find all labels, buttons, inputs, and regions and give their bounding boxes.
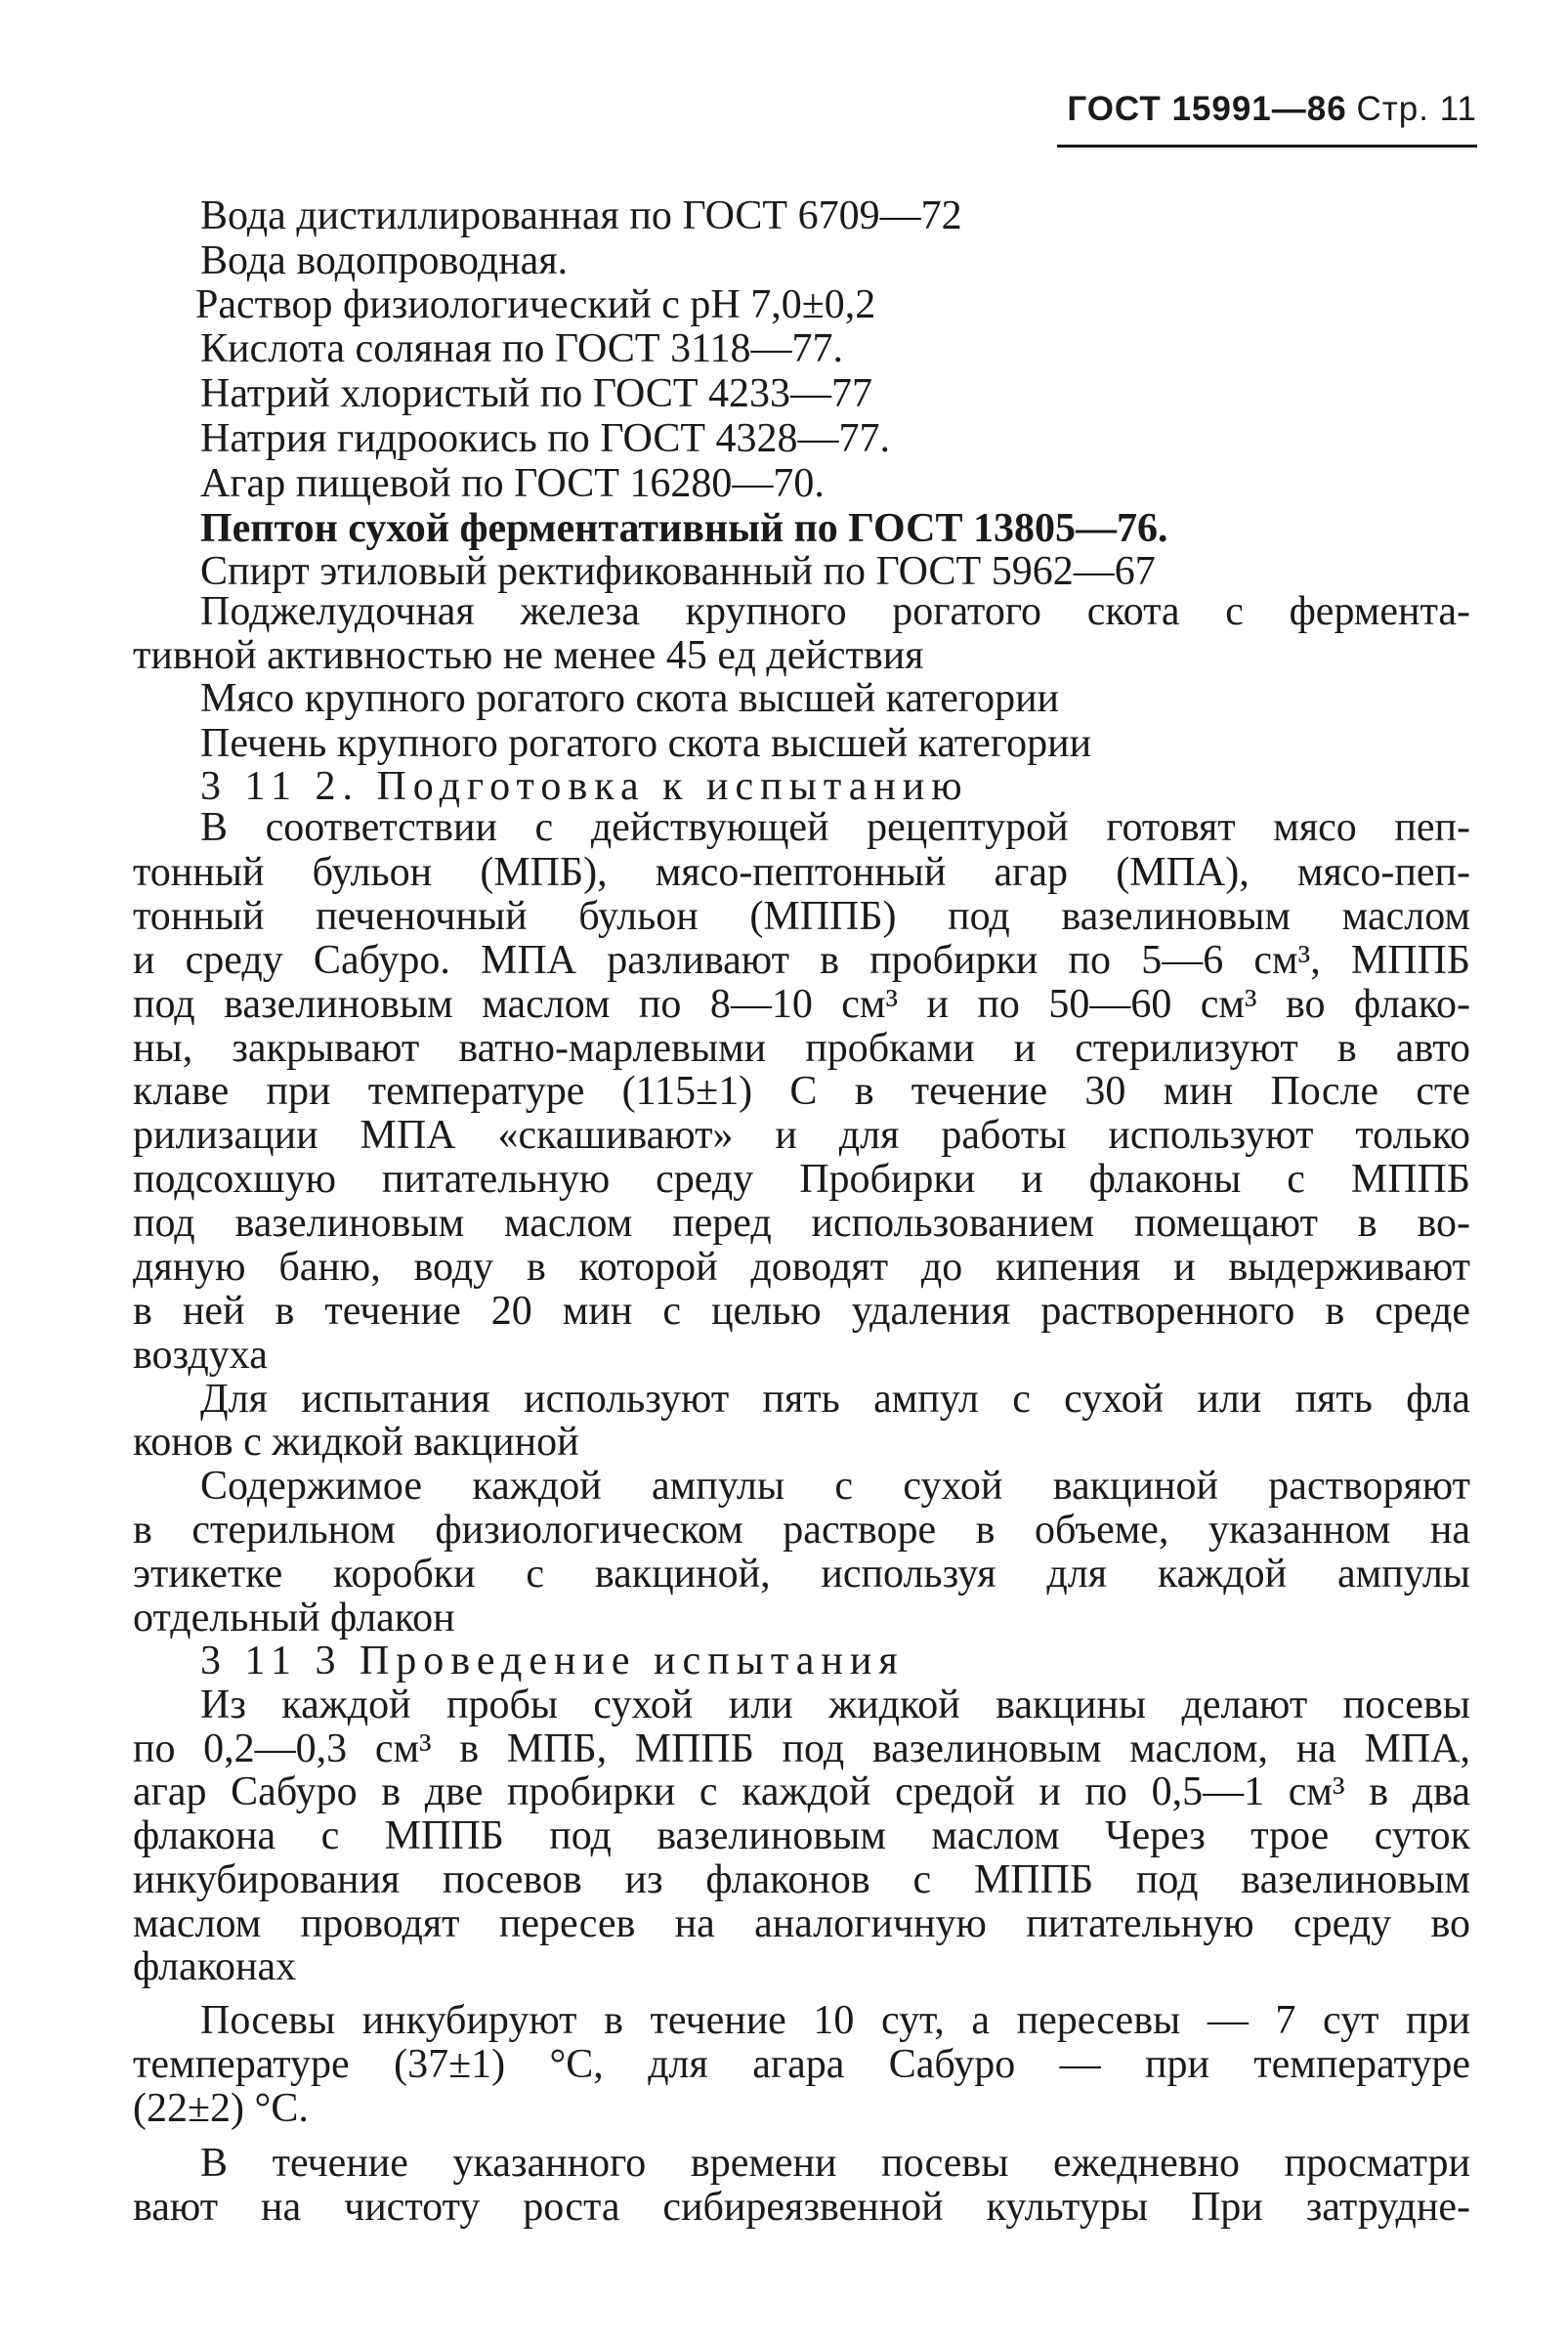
text-line: вают на чистоту роста сибиреязвенной культуры При затрудне- bbox=[133, 2185, 1470, 2230]
text-line: Натрия гидроокись по ГОСТ 4328—77. bbox=[200, 416, 891, 461]
text-line: клаве при температуре (115±1) С в течение 30 мин После сте bbox=[133, 1069, 1470, 1114]
text-line: агар Сабуро в две пробирки с каждой средой и по 0,5—1 см³ в два bbox=[133, 1769, 1470, 1814]
text-line: В соответствии с действующей рецептурой готовят мясо пеп- bbox=[200, 805, 1470, 850]
text-line: Из каждой пробы сухой или жидкой вакцины делают посевы bbox=[200, 1683, 1470, 1727]
text-line: этикетке коробки с вакциной, используя для каждой ампулы bbox=[133, 1552, 1470, 1597]
text-line: Раствор физиологический с pH 7,0±0,2 bbox=[195, 282, 876, 327]
text-line: В течение указанного времени посевы ежедневно просматри bbox=[200, 2141, 1470, 2186]
text-line: в стерильном физиологическом растворе в объеме, указанном на bbox=[133, 1508, 1470, 1553]
text-line: под вазелиновым маслом по 8—10 см³ и по 50—60 см³ во флако- bbox=[133, 982, 1470, 1027]
text-line: Кислота соляная по ГОСТ 3118—77. bbox=[200, 326, 844, 371]
text-line: под вазелиновым маслом перед использованием помещают в во- bbox=[133, 1201, 1470, 1246]
document-code: ГОСТ 15991—86 bbox=[1067, 90, 1347, 128]
text-line: Мясо крупного рогатого скота высшей категории bbox=[200, 676, 1060, 721]
text-line: по 0,2—0,3 см³ в МПБ, МППБ под вазелиновым маслом, на МПА, bbox=[133, 1726, 1470, 1771]
text-line: ны, закрывают ватно-марлевыми пробками и стерилизуют в авто bbox=[133, 1026, 1470, 1071]
section-heading: 3 11 3 Проведение испытания bbox=[200, 1639, 905, 1683]
text-line: Спирт этиловый ректификованный по ГОСТ 5962—67 bbox=[200, 549, 1156, 594]
text-line: воздуха bbox=[133, 1333, 268, 1378]
text-line: Содержимое каждой ампулы с сухой вакциной растворяют bbox=[200, 1464, 1470, 1509]
header-rule bbox=[1057, 145, 1477, 148]
text-line: маслом проводят пересев на аналогичную питательную среду во bbox=[133, 1901, 1470, 1946]
text-line: тивной активностью не менее 45 ед действия bbox=[133, 633, 924, 678]
text-line: отдельный флакон bbox=[133, 1596, 455, 1640]
text-line: тонный бульон (МПБ), мясо-пептонный агар (МПА), мясо-пеп- bbox=[133, 850, 1470, 895]
text-line: дяную баню, воду в которой доводят до кипения и выдерживают bbox=[133, 1245, 1470, 1290]
text-line: температуре (37±1) °С, для агара Сабуро — при температуре bbox=[133, 2042, 1470, 2087]
text-line: Натрий хлористый по ГОСТ 4233—77 bbox=[200, 371, 873, 416]
text-line: рилизации МПА «скашивают» и для работы используют только bbox=[133, 1113, 1470, 1158]
text-line: тонный печеночный бульон (МППБ) под вазелиновым маслом bbox=[133, 894, 1470, 939]
text-line: (22±2) °С. bbox=[133, 2086, 309, 2131]
text-line: Для испытания используют пять ампул с сухой или пять фла bbox=[200, 1377, 1470, 1422]
text-line: Поджелудочная железа крупного рогатого скота с фермента- bbox=[200, 589, 1470, 634]
text-line: Вода водопроводная. bbox=[200, 238, 569, 283]
text-line: флаконах bbox=[133, 1944, 297, 1989]
text-line: Вода дистиллированная по ГОСТ 6709—72 bbox=[200, 193, 962, 238]
page-number: Стр. 11 bbox=[1356, 90, 1477, 128]
text-line: инкубирования посевов из флаконов с МППБ под вазелиновым bbox=[133, 1857, 1470, 1902]
text-line: в ней в течение 20 мин с целью удаления растворенного в среде bbox=[133, 1289, 1470, 1334]
text-line: Посевы инкубируют в течение 10 сут, а пересевы — 7 сут при bbox=[200, 1998, 1470, 2043]
text-line: подсохшую питательную среду Пробирки и флаконы с МППБ bbox=[133, 1157, 1470, 1202]
text-line: флакона с МППБ под вазелиновым маслом Через трое суток bbox=[133, 1813, 1470, 1858]
text-line: Пептон сухой ферментативный по ГОСТ 13805—76. bbox=[200, 506, 1168, 551]
text-line: и среду Сабуро. МПА разливают в пробирки по 5—6 см³, МППБ bbox=[133, 938, 1470, 983]
page-header bbox=[1057, 90, 1477, 149]
text-line: конов с жидкой вакциной bbox=[133, 1420, 579, 1465]
text-line: Печень крупного рогатого скота высшей категории bbox=[200, 721, 1092, 766]
section-heading: 3 11 2. Подготовка к испытанию bbox=[200, 764, 969, 809]
text-line: Агар пищевой по ГОСТ 16280—70. bbox=[200, 461, 825, 506]
